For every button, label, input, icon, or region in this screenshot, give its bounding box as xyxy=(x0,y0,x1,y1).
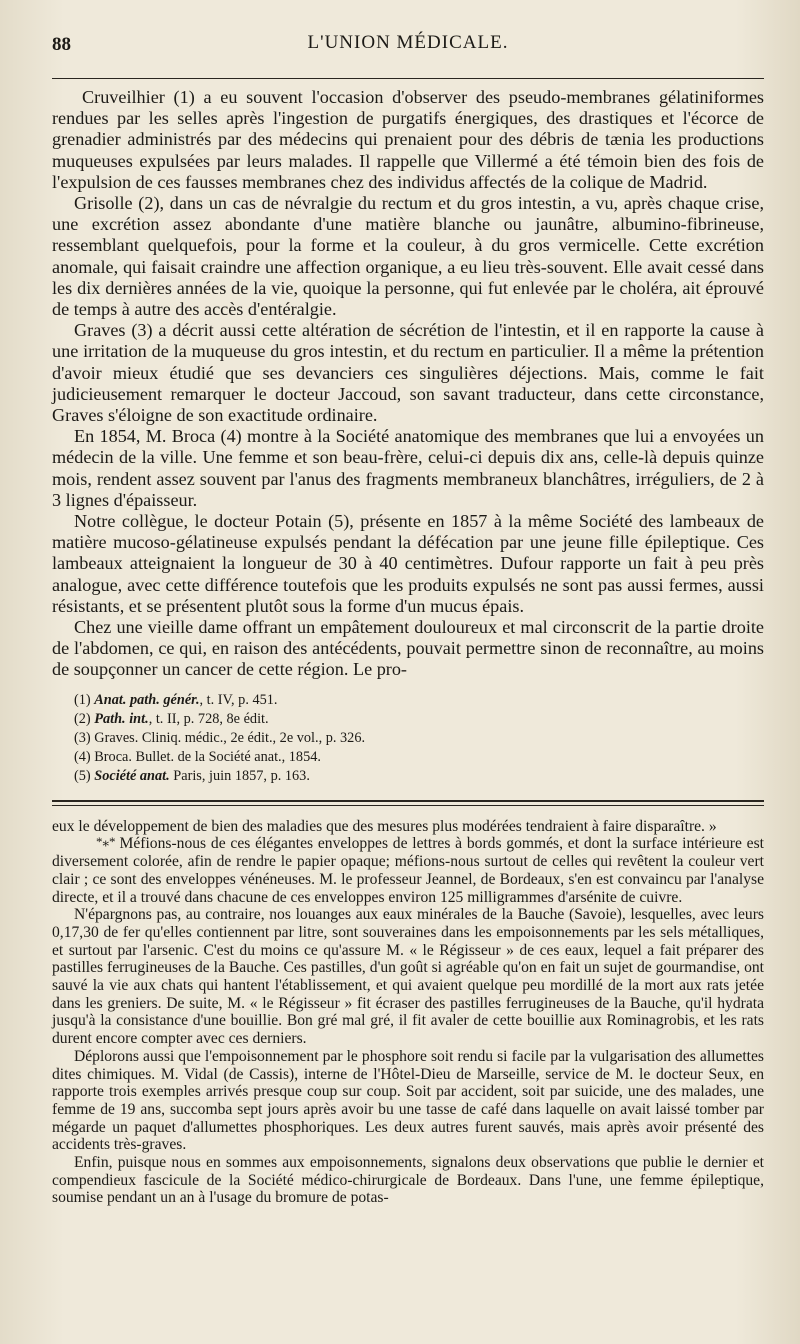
footnote: (5) Société anat. Paris, juin 1857, p. 163. xyxy=(74,767,310,784)
article-paragraph: Grisolle (2), dans un cas de névralgie du rectum et du gros intestin, a vu, après chaque crise, une excrétion assez abondante d'une matière blanche ou jaunâtre, albumino-fibrineuse, ressemblant quelquefois, pour la forme et la couleur, à du gros vermicelle. Cette excrétion anomale, qui faisait craindre une affection organique, a eu lieu très-souvent. Elle avait cessé dans les dix dernières années de la vie, quoique la personne, qui fut enlevée par le choléra, ait éprouvé de temps à autre des accès d'entéralgie. xyxy=(52,193,764,320)
footnotes xyxy=(74,691,764,786)
feuilleton-paragraph: N'épargnons pas, au contraire, nos louanges aux eaux minérales de la Bauche (Savoie), lesquelles, avec leurs 0,17,30 de fer qu'elles contiennent par litre, sont souveraines dans les empoisonnements par les sels métalliques, et surtout par l'arsenic. C'est du moins ce qu'assure M. « le Régisseur » de ces eaux, lequel a fait préparer des pastilles ferrugineuses de la Bauche. Ces pastilles, d'un goût si agréable qu'on en fait un sujet de gourmandise, ont sauvé la vie aux chats qui hantent l'établissement, et qui avaient quelque peu mordillé de la mort aux rats jetée dans les greniers. De suite, M. « le Régisseur » fit écraser des pastilles ferrugineuses de la Bauche, qu'il hydrata jusqu'à la consistance d'une bouillie. Bon gré mal gré, il fit avaler de cette bouillie aux Rominagrobis, et les rats durent encore compter avec ces derniers. xyxy=(52,906,764,1048)
feuilleton-paragraph: Déplorons aussi que l'empoisonnement par le phosphore soit rendu si facile par la vulgarisation des allumettes dites chimiques. M. Vidal (de Cassis), interne de l'Hôtel-Dieu de Marseille, service de M. le docteur Seux, en rapporte trois exemples arrivés presque coup sur coup. Soit par accident, soit par suicide, une des malades, une femme de 19 ans, succomba sept jours après avoir bu une tasse de café dans laquelle on avait laissé tomber par mégarde un paquet d'allumettes phosphoriques. Les deux autres furent sauvés, mais après avoir présenté des accidents très-graves. xyxy=(52,1047,764,1154)
feuilleton-paragraph: *⁎* Méfions-nous de ces élégantes enveloppes de lettres à bords gommés, et dont la surface intérieure est diversement colorée, afin de rendre le papier opaque; méfions-nous surtout de celles qui revêtent la couleur vert clair ; ce sont des enveloppes vénéneuses. M. le professeur Jeannel, de Bordeaux, s'en est convaincu par l'analyse directe, et il a trouvé dans chacune de ces enveloppes environ 125 milligrammes d'arsénite de cuivre. xyxy=(52,834,764,906)
article-paragraph: Graves (3) a décrit aussi cette altération de sécrétion de l'intestin, et il en rapporte la cause à une irritation de la muqueuse du gros intestin, et du rectum en particulier. Il a même la prétention d'avoir mieux étudié que ses devanciers ces singulières déjections. Mais, comme le fait judicieusement remarquer le docteur Jaccoud, son savant traducteur, dans cette circonstance, Graves s'éloigne de son exactitude ordinaire. xyxy=(52,320,764,426)
footnote: (1) Anat. path. génér., t. IV, p. 451. xyxy=(74,691,278,708)
article-paragraph: Notre collègue, le docteur Potain (5), présente en 1857 à la même Société des lambeaux de matière mucoso-gélatineuse expulsés pendant la défécation par une jeune fille épileptique. Ces lambeaux atteignaient la longueur de 30 à 40 centimètres. Dufour rapporte un fait à peu près analogue, avec cette différence toutefois que les produits expulsés ne sont pas aussi fermes, aussi résistants, et se présentent plutôt sous la forme d'un mucus épais. xyxy=(52,511,764,616)
footnote: (3) Graves. Cliniq. médic., 2e édit., 2e vol., p. 326. xyxy=(74,729,366,746)
header-rule xyxy=(52,78,764,79)
article-paragraph: En 1854, M. Broca (4) montre à la Société anatomique des membranes que lui a envoyées un médecin de la ville. Une femme et son beau-frère, celui-ci depuis dix ans, celle-là depuis quinze mois, rendent assez souvent par l'anus des fragments membraneux blanchâtres, irréguliers, de 2 à 3 lignes d'épaisseur. xyxy=(52,426,764,510)
feuilleton-separator xyxy=(52,800,764,806)
feuilleton-paragraph: eux le développement de bien des maladies que des mesures plus modérées tendraient à faire disparaître. » xyxy=(52,817,717,835)
article-body xyxy=(52,87,764,681)
feuilleton-paragraph: Enfin, puisque nous en sommes aux empoisonnements, signalons deux observations que publie le dernier et compendieux fascicule de la Société médico-chirurgicale de Bordeaux. Dans l'une, une femme épileptique, soumise pendant un an à l'usage du bromure de potas- xyxy=(52,1154,764,1207)
footnote: (2) Path. int., t. II, p. 728, 8e édit. xyxy=(74,710,269,727)
footnote: (4) Broca. Bullet. de la Société anat., 1854. xyxy=(74,748,321,765)
journal-title: L'UNION MÉDICALE. xyxy=(307,32,509,53)
asterism-icon: *⁎* xyxy=(96,834,116,850)
article-paragraph: Cruveilhier (1) a eu souvent l'occasion d'observer des pseudo-membranes gélatiniformes rendues par les selles après l'ingestion de purgatifs énergiques, des drastiques et l'écorce de grenadier administrés par des médecins qui prenaient pour des débris de tænia les productions muqueuses expulsées par leurs malades. Il rappelle que Villermé a été témoin bien des fois de l'expulsion de ces fausses membranes chez des individus affectés de la colique de Madrid. xyxy=(52,87,764,192)
page-header xyxy=(52,28,764,64)
feuilleton-body xyxy=(52,818,764,1207)
page-number: 88 xyxy=(52,34,71,55)
article-paragraph: Chez une vieille dame offrant un empâtement douloureux et mal circonscrit de la partie droite de l'abdomen, ce qui, en raison des antécédents, pouvait permettre sinon de reconnaître, au moins de soupçonner un cancer de cette région. Le pro- xyxy=(52,617,764,680)
